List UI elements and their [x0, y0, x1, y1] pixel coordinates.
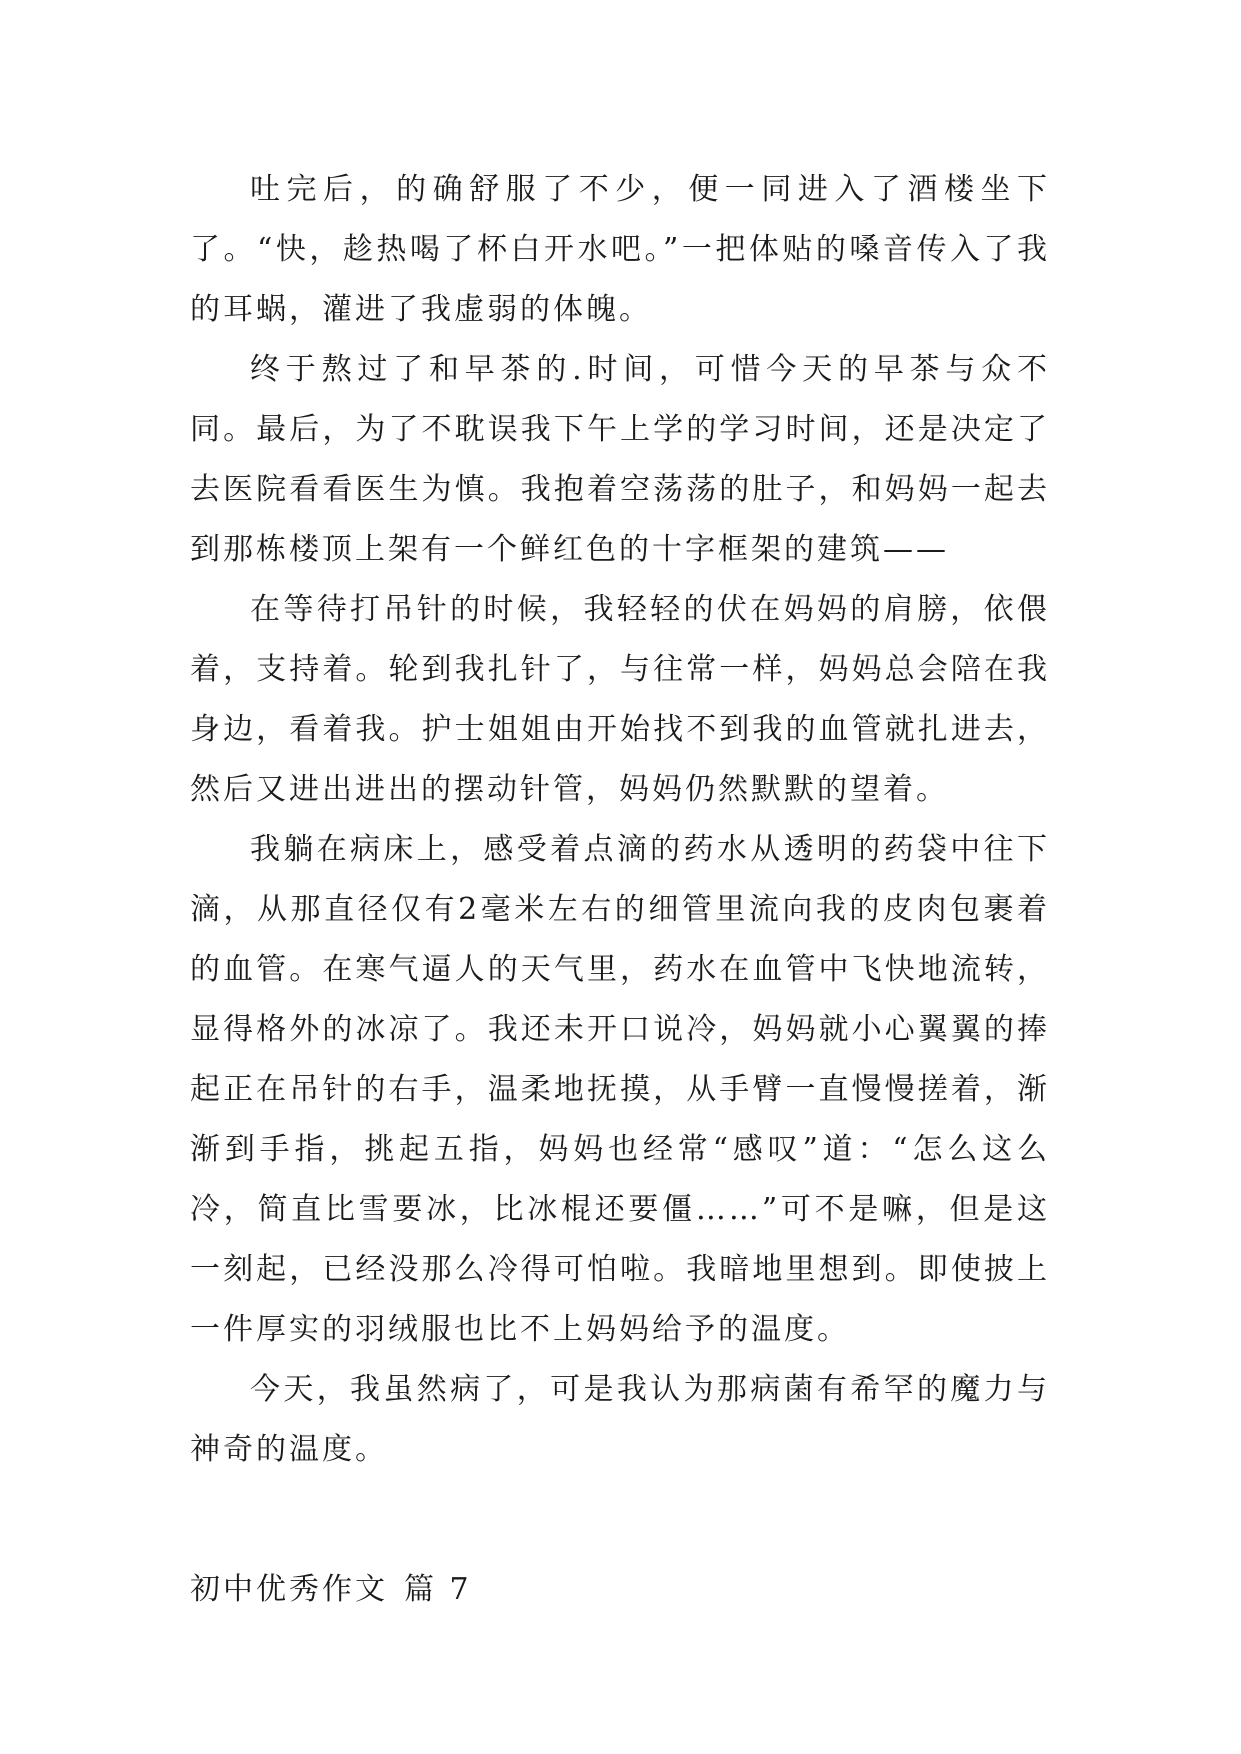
paragraph: 我躺在病床上，感受着点滴的药水从透明的药袋中往下滴，从那直径仅有2毫米左右的细管里流向我的皮肉包裹着的血管。在寒气逼人的天气里，药水在血管中飞快地流转，显得格外的冰凉了。我还未开口说冷，妈妈就小心翼翼的捧起正在吊针的右手，温柔地抚摸，从手臂一直慢慢搓着，渐渐到手指，挑起五指，妈妈也经常“感叹”道：“怎么这么冷，简直比雪要冰，比冰棍还要僵……”可不是嘛，但是这一刻起，已经没那么冷得可怕啦。我暗地里想到。即使披上一件厚实的羽绒服也比不上妈妈给予的温度。 — [190, 832, 1050, 1347]
section-heading-title: 初中优秀作文 — [190, 1572, 388, 1607]
paragraph: 在等待打吊针的时候，我轻轻的伏在妈妈的肩膀，依偎着，支持着。轮到我扎针了，与往常一样，妈妈总会陪在我身边，看着我。护士姐姐由开始找不到我的血管就扎进去，然后又进出进出的摆动针管，妈妈仍然默默的望着。 — [190, 592, 1050, 807]
section-heading-number: 篇 7 — [404, 1572, 472, 1607]
paragraph: 吐完后，的确舒服了不少，便一同进入了酒楼坐下了。“快，趁热喝了杯白开水吧。”一把体贴的嗓音传入了我的耳蜗，灌进了我虚弱的体魄。 — [190, 172, 1050, 327]
section-heading — [190, 1560, 1050, 1620]
document-body — [190, 160, 1050, 1620]
paragraph: 今天，我虽然病了，可是我认为那病菌有希罕的魔力与神奇的温度。 — [190, 1372, 1050, 1467]
paragraph: 终于熬过了和早茶的.时间，可惜今天的早茶与众不同。最后，为了不耽误我下午上学的学习时间，还是决定了去医院看看医生为慎。我抱着空荡荡的肚子，和妈妈一起去到那栋楼顶上架有一个鲜红色的十字框架的建筑—— — [190, 352, 1050, 567]
